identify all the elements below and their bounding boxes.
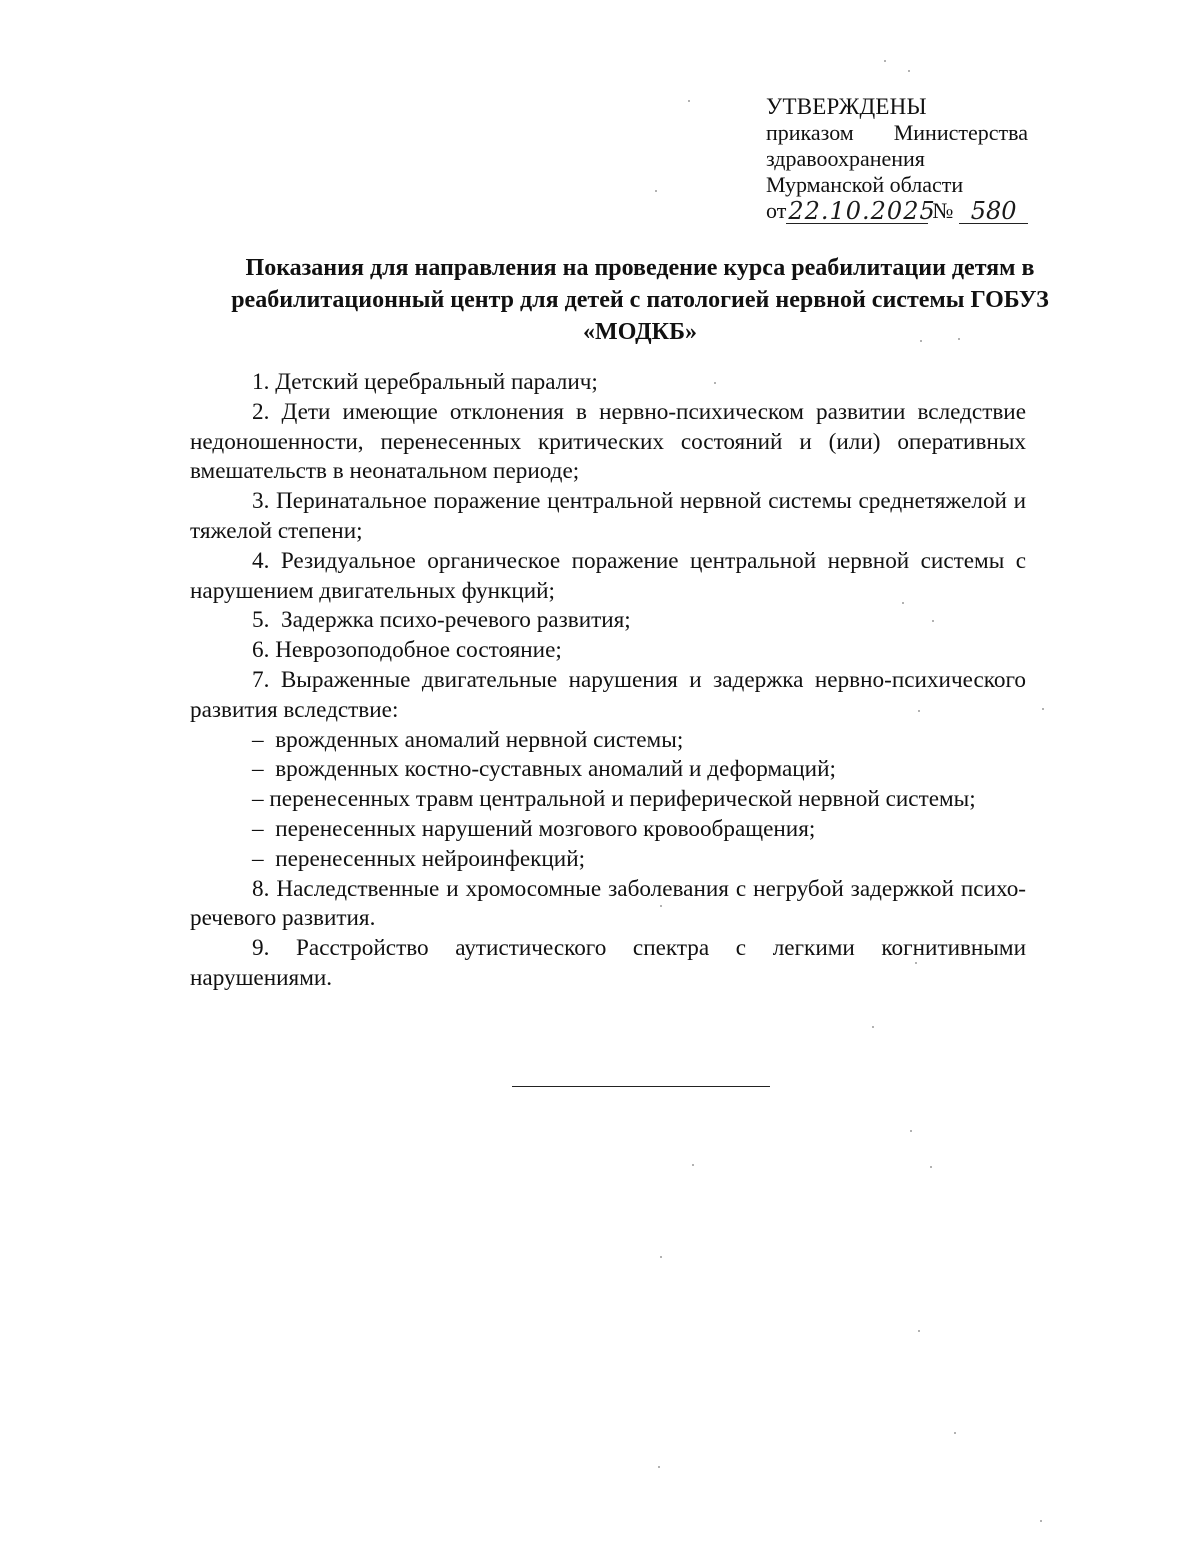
sub-item-5 [190,845,1026,875]
sub-item-4 [190,815,1026,845]
approval-line-health: здравоохранения [766,146,925,171]
handwritten-date: 22.10.2025 [788,197,936,225]
approval-order-word: приказом [766,120,854,145]
item-number: 2. [252,398,270,425]
item-number: 6. [252,637,270,664]
item-text: Перинатальное поражение центральной нервной системы среднетяжелой и тяжелой степени; [190,488,1026,544]
date-prefix: от [766,198,787,223]
closing-divider-line [512,1086,770,1087]
sub-item-dash: – [252,756,264,783]
approval-ministry-word: Министерства [893,120,1028,145]
item-text: Выраженные двигательные нарушения и задержка нервно-психического развития вследствие: [190,666,1026,723]
handwritten-number: 580 [959,199,1028,224]
item-text: Задержка психо-речевого развития; [280,607,631,634]
sub-item-dash: – [252,786,264,813]
sub-item-text: перенесенных травм центральной и периферической нервной системы; [269,786,976,813]
item-number: 3. [252,488,270,515]
sub-item-text: врожденных аномалий нервной системы; [275,726,684,753]
list-item-4 [190,547,1026,607]
sub-item-2 [190,755,1026,785]
item-text: Неврозоподобное состояние; [275,637,562,664]
list-item-8 [190,875,1026,935]
sub-item-text: перенесенных нейроинфекций; [275,845,586,872]
document-title: Показания для направления на проведение курса реабилитации детям в реабилитационный центр для детей с патологией нервной системы ГОБУЗ «МОДКБ» [231,255,1049,345]
item-number: 8. [252,875,270,902]
number-prefix: № [932,198,954,223]
sub-item-3 [190,785,1026,815]
sub-item-text: перенесенных нарушений мозгового кровообращения; [275,815,816,842]
list-item-5 [190,606,1026,636]
approval-date-number-line [766,198,1028,224]
sub-item-dash: – [252,845,264,872]
indications-list [190,368,1026,994]
item-number: 9. [252,935,270,962]
approval-line-region: Мурманской области [766,172,964,197]
item-text: Расстройство аутистического спектра с легкими когнитивными нарушениями. [190,935,1026,991]
list-item-6 [190,636,1026,666]
list-item-3 [190,487,1026,547]
list-item-7 [190,666,1026,726]
sub-item-dash: – [252,815,264,842]
approval-block [766,94,1028,224]
item-number: 4. [252,547,270,574]
item-text: Детский церебральный паралич; [275,369,598,395]
sub-item-text: врожденных костно-суставных аномалий и деформаций; [275,756,836,783]
item-number: 1. [252,369,270,395]
sub-item-dash: – [252,726,264,753]
item-text: Наследственные и хромосомные заболевания с негрубой задержкой психо-речевого развития. [190,875,1027,932]
item-text: Резидуальное органическое поражение центральной нервной системы с нарушением двигательных функций; [190,547,1027,604]
approval-line-order [766,120,1028,146]
item-text: Дети имеющие отклонения в нервно-психическом развитии вследствие недоношенности, перенесенных критических состояний и (или) оперативных вмешательств в неонатальном периоде; [190,398,1026,485]
list-item-1 [190,368,1026,398]
approval-heading: УТВЕРЖДЕНЫ [766,94,927,119]
item-number: 7. [252,666,270,693]
list-item-2 [190,398,1026,487]
sub-item-1 [190,726,1026,756]
list-item-9 [190,934,1026,994]
item-number: 5. [252,607,270,634]
